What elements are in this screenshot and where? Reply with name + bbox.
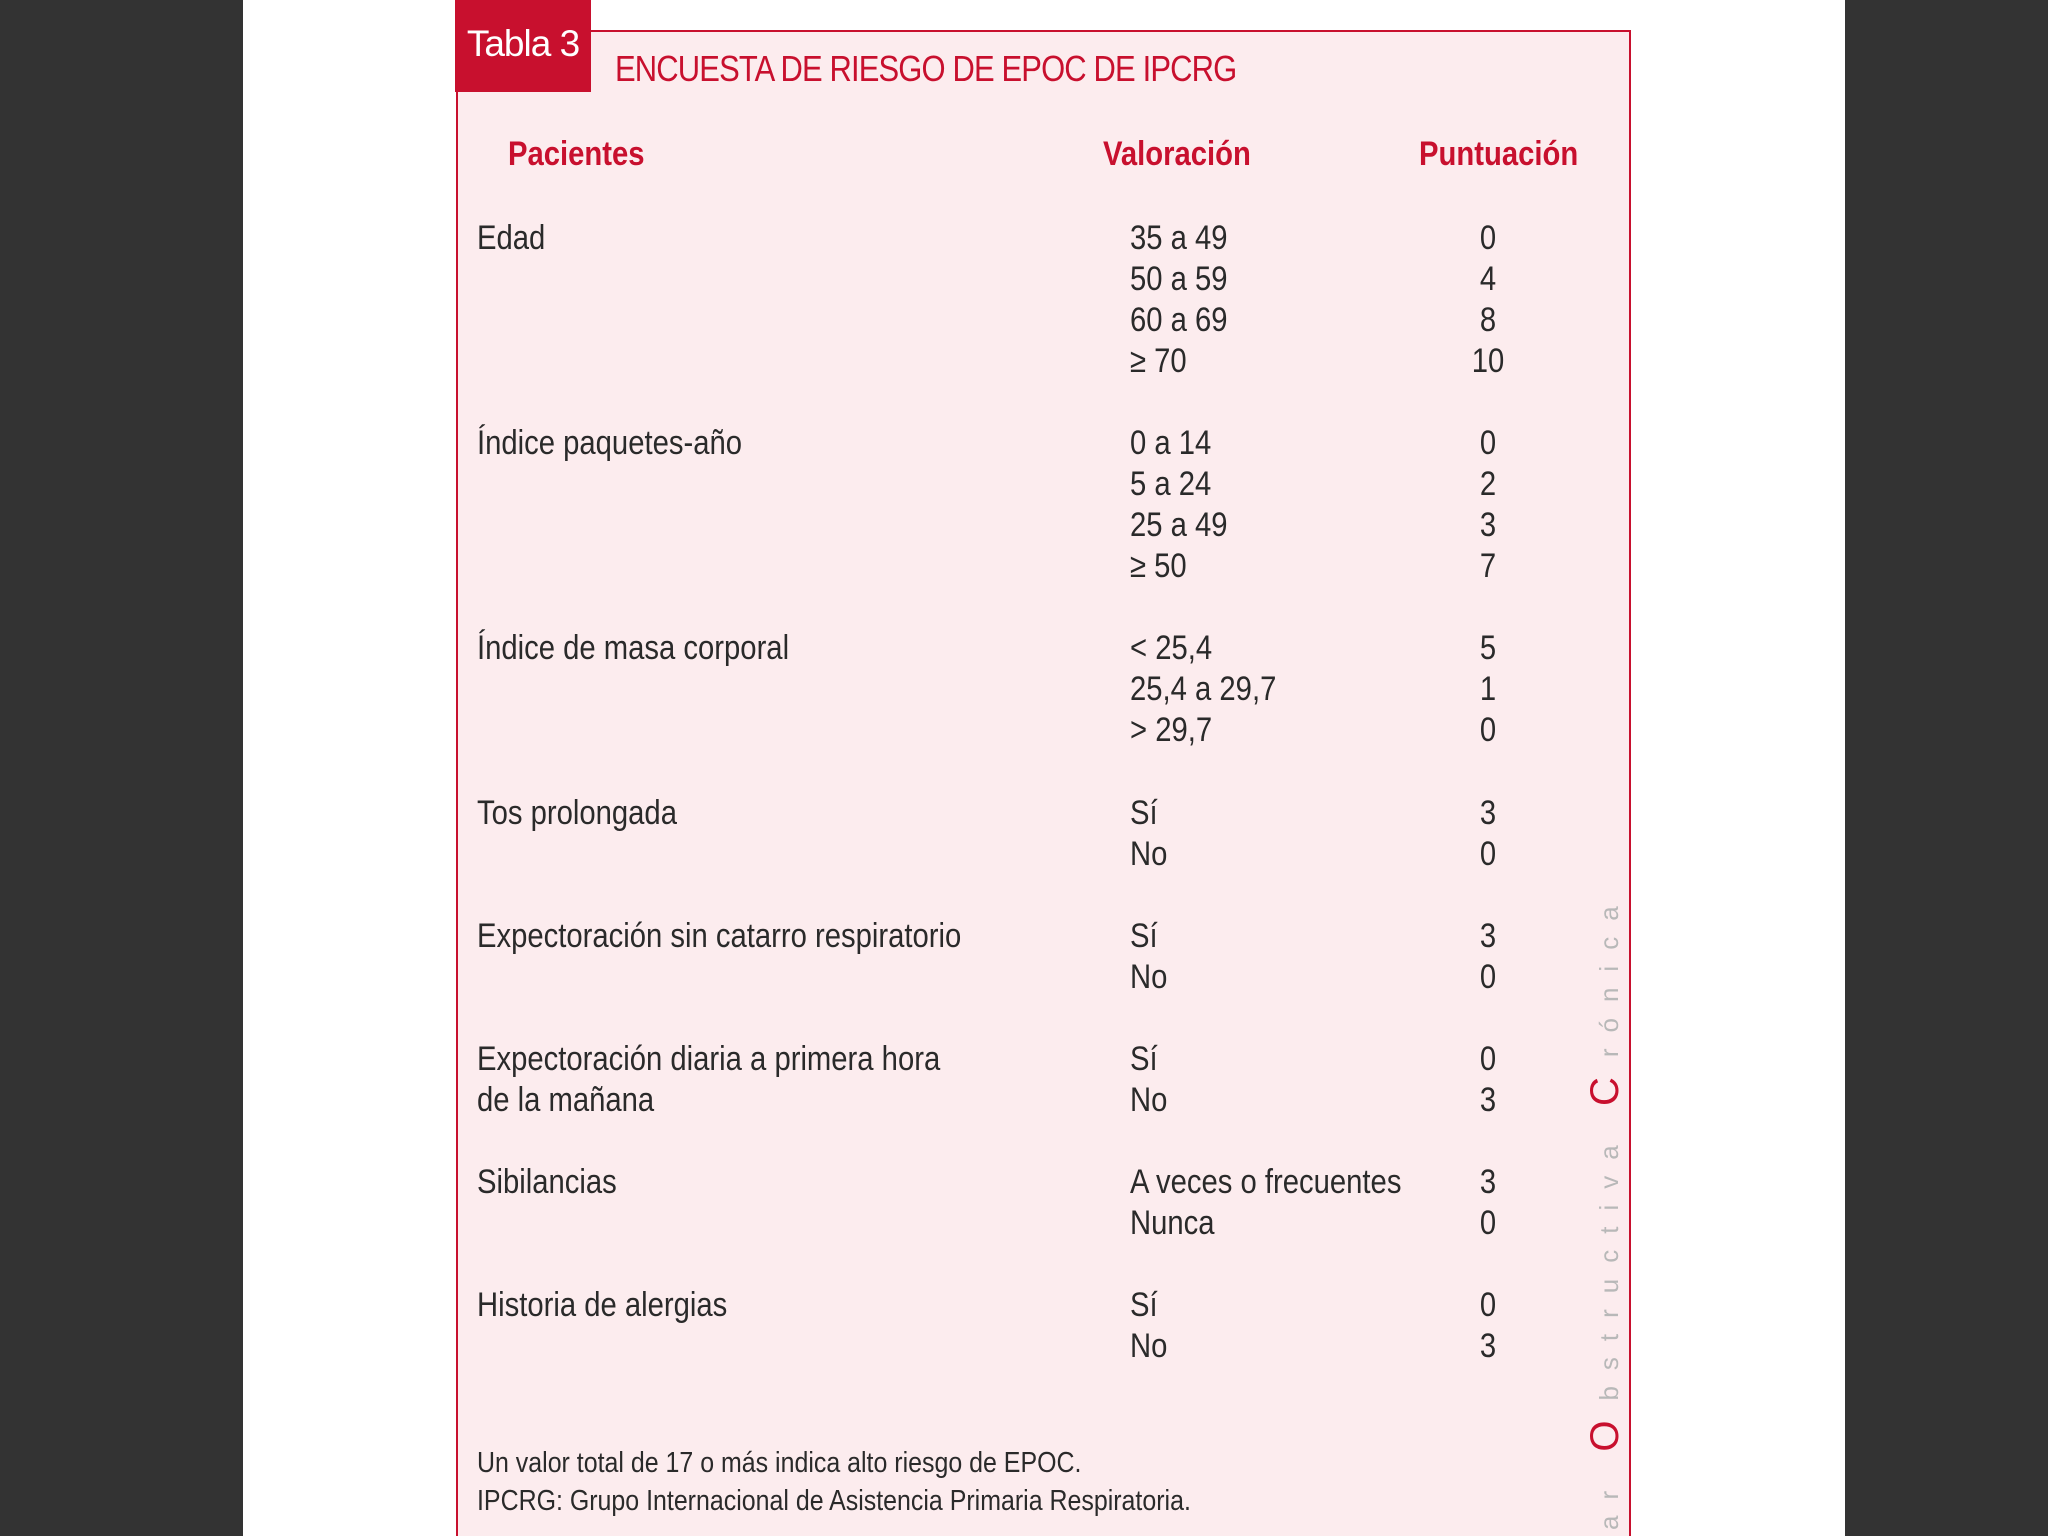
assessment-value: Sí [1130, 1040, 1158, 1078]
assessment-value: 5 a 24 [1130, 465, 1212, 503]
assessment-value: Sí [1130, 794, 1158, 832]
assessment-value: 25 a 49 [1130, 506, 1228, 544]
assessment-value: < 25,4 [1130, 629, 1213, 667]
criterion-label: Sibilancias [477, 1163, 617, 1201]
score-value: 3 [1479, 1163, 1497, 1201]
score-value: 3 [1479, 794, 1497, 832]
score-value: 3 [1479, 917, 1497, 955]
footnote-total: Un valor total de 17 o más indica alto riesgo de EPOC. [477, 1447, 1082, 1479]
score-value: 1 [1479, 670, 1497, 708]
score-value: 2 [1479, 465, 1497, 503]
assessment-value: Nunca [1130, 1204, 1215, 1242]
footnote-ipcrg: IPCRG: Grupo Internacional de Asistencia Primaria Respiratoria. [477, 1485, 1191, 1517]
header-assessment: Valoración [1103, 135, 1251, 173]
score-value: 0 [1479, 424, 1497, 462]
assessment-value: ≥ 70 [1130, 342, 1187, 380]
score-value: 0 [1479, 835, 1497, 873]
assessment-value: 35 a 49 [1130, 219, 1228, 257]
score-value: 0 [1479, 1040, 1497, 1078]
criterion-label: Expectoración diaria a primera hora [477, 1040, 941, 1078]
header-patients: Pacientes [508, 135, 645, 173]
side-title-prefix: ar [1594, 1451, 1624, 1530]
header-score: Puntuación [1419, 135, 1579, 173]
criterion-label: de la mañana [477, 1081, 655, 1119]
score-value: 7 [1479, 547, 1497, 585]
assessment-value: 50 a 59 [1130, 260, 1228, 298]
score-value: 3 [1479, 506, 1497, 544]
criterion-label: Índice de masa corporal [477, 629, 790, 667]
criterion-label: Índice paquetes-año [477, 424, 742, 462]
table-tab-label: Tabla 3 [455, 0, 591, 92]
score-value: 8 [1479, 301, 1497, 339]
side-title-cap-o: O [1583, 1400, 1627, 1452]
assessment-value: 0 a 14 [1130, 424, 1212, 462]
score-value: 4 [1479, 260, 1497, 298]
score-value: 0 [1479, 1286, 1497, 1324]
criterion-label: Edad [477, 219, 546, 257]
assessment-value: Sí [1130, 1286, 1158, 1324]
score-value: 5 [1479, 629, 1497, 667]
document-page [243, 0, 1845, 1536]
assessment-value: No [1130, 1327, 1168, 1365]
table-title: ENCUESTA DE RIESGO DE EPOC DE IPCRG [615, 48, 1237, 89]
score-value: 0 [1479, 958, 1497, 996]
assessment-value: No [1130, 1081, 1168, 1119]
side-title-word2: rónica [1594, 890, 1624, 1058]
score-value: 10 [1471, 342, 1505, 380]
side-title-word1: bstructiva [1594, 1106, 1624, 1401]
assessment-value: A veces o frecuentes [1130, 1163, 1402, 1201]
score-value: 0 [1479, 711, 1497, 749]
assessment-value: > 29,7 [1130, 711, 1213, 749]
assessment-value: ≥ 50 [1130, 547, 1187, 585]
criterion-label: Tos prolongada [477, 794, 677, 832]
score-value: 0 [1479, 219, 1497, 257]
assessment-value: No [1130, 835, 1168, 873]
criterion-label: Historia de alergias [477, 1286, 728, 1324]
score-value: 3 [1479, 1327, 1497, 1365]
assessment-value: 25,4 a 29,7 [1130, 670, 1277, 708]
score-value: 3 [1479, 1081, 1497, 1119]
side-running-title [1583, 890, 1628, 1530]
assessment-value: No [1130, 958, 1168, 996]
criterion-label: Expectoración sin catarro respiratorio [477, 917, 962, 955]
score-value: 0 [1479, 1204, 1497, 1242]
assessment-value: 60 a 69 [1130, 301, 1228, 339]
side-title-cap-c: C [1583, 1057, 1627, 1107]
assessment-value: Sí [1130, 917, 1158, 955]
